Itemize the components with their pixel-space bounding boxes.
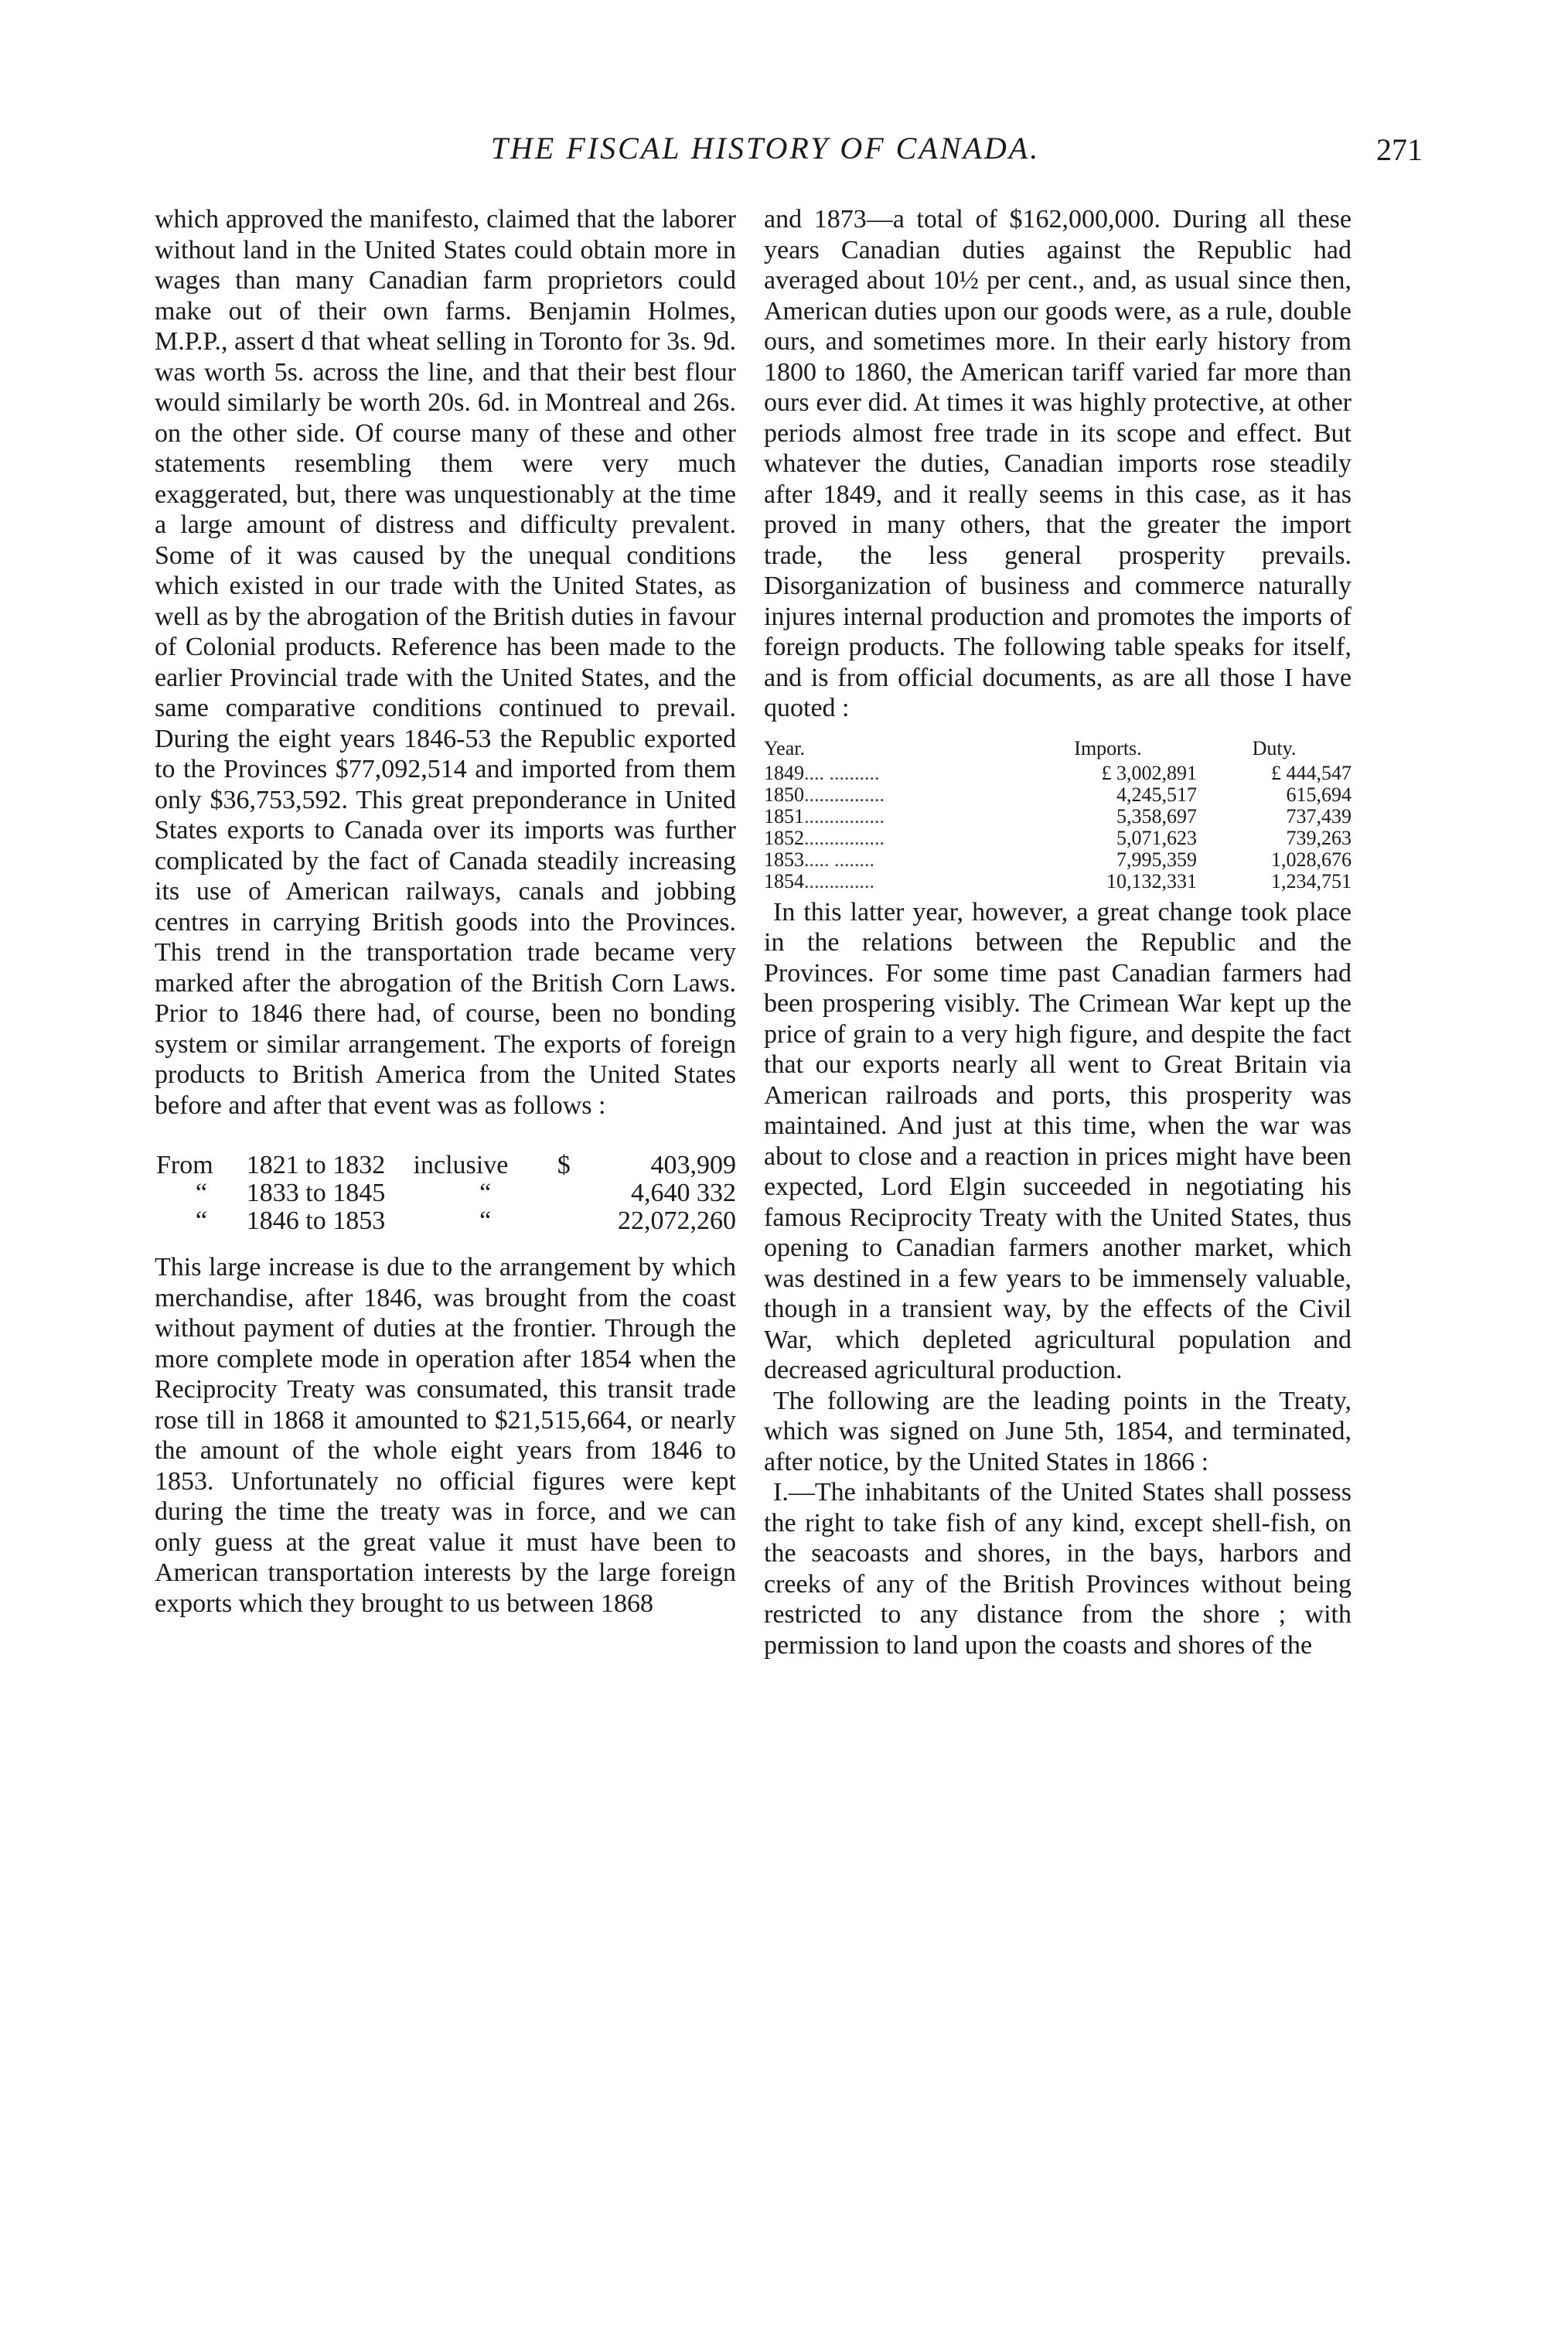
- imports-row: [764, 784, 1352, 806]
- imports-header-duty: Duty.: [1252, 736, 1297, 759]
- imports-year: 1851: [764, 804, 804, 828]
- imports-table: [764, 738, 1352, 892]
- exports-currency: $: [557, 1151, 571, 1179]
- imports-row: [764, 763, 1352, 784]
- duty-value: 615,694: [1286, 783, 1352, 806]
- page-number: 271: [1376, 132, 1423, 167]
- imports-year-cell: [764, 828, 1019, 849]
- imports-year-cell: [764, 806, 1019, 828]
- imports-year: 1850: [764, 783, 804, 806]
- right-column: [764, 204, 1352, 1660]
- exports-row: [156, 1179, 736, 1207]
- leader-dots: ................: [804, 826, 885, 849]
- right-paragraph-1: and 1873—a total of $162,000,000. During all these years Canadian duties against the Republic had averaged about 10½ per cent., and, as usual since then, American duties upon our goods were, as a rule, double ours, and sometimes more. In their early history from 1800 to 1860, the American tariff varied far more than ours ever did. At times it was highly protective, at other periods almost free trade in its scope and effect. But whatever the duties, Canadian imports rose steadily after 1849, and it really seems in this case, as it has proved in many others, that the greater the import trade, the less general prosperity prevails. Disorganization of business and commerce naturally injures internal production and promotes the imports of foreign products. The following table speaks for itself, and is from official documents, as are all those I have quoted :: [764, 205, 1352, 722]
- imports-year-cell: [764, 871, 1019, 892]
- imports-header-imports: Imports.: [1074, 736, 1142, 759]
- imports-year: 1853: [764, 848, 804, 871]
- leader-dots: ..............: [804, 869, 874, 892]
- duty-value: £ 444,547: [1271, 761, 1352, 784]
- imports-row: [764, 849, 1352, 871]
- exports-note: inclusive: [413, 1151, 509, 1179]
- exports-currency: [557, 1207, 618, 1235]
- exports-range: 1846 to 1853: [246, 1206, 386, 1235]
- exports-table: [156, 1152, 736, 1235]
- duty-value: 1,028,676: [1271, 848, 1352, 871]
- duty-value: 739,263: [1286, 826, 1352, 849]
- right-paragraph-2: In this latter year, however, a great change took place in the relations between the Republic and the Provinces. For some time past Canadian farmers had been prospering visibly. The Crimean War kept up the price of grain to a very high figure, and despite the fact that our exports nearly all went to Great Britain via American railroads and ports, this prosperity was maintained. And just at this time, when the war was about to close and a reaction in prices might have been expected, Lord Elgin succeeded in negotiating his famous Reciprocity Treaty with the United States, thus opening to Canadian farmers another market, which was destined in a few years to be immensely valuable, though in a transient way, by the effects of the Civil War, which depleted agricultural population and decreased agricultural production.: [764, 897, 1352, 1384]
- imports-year: 1854: [764, 869, 804, 892]
- exports-range: 1833 to 1845: [246, 1179, 386, 1207]
- imports-value: 5,358,697: [1116, 804, 1197, 828]
- leader-dots: .... ..........: [804, 761, 880, 784]
- left-paragraph-1: which approved the manifesto, claimed that the laborer without land in the United States could obtain more in wages than many Canadian farm proprietors could make out of their own farms. Benjamin Holmes, M.P.P., assert d that wheat selling in Toronto for 3s. 9d. was worth 5s. across the line, and that their best flour would similarly be worth 20s. 6d. in Montreal and 26s. on the other side. Of course many of these and other statements resembling them were very much exaggerated, but, there was unquestionably at the time a large amount of distress and difficulty prevalent. Some of it was caused by the unequal conditions which existed in our trade with the United States, as well as by the abrogation of the British duties in favour of Colonial products. Reference has been made to the earlier Provincial trade with the United States, and the same comparative conditions continued to prevail. During the eight years 1846-53 the Republic exported to the Provinces $77,092,514 and imported from them only $36,753,592. This great preponderance in United States exports to Canada over its imports was further complicated by the fact of Canada steadily increasing its use of American railways, canals and jobbing centres in carrying British goods into the Provinces. This trend in the transportation trade became very marked after the abrogation of the British Corn Laws. Prior to 1846 there had, of course, been no bonding system or similar arrangement. The exports of foreign products to British America from the United States before and after that event was as follows :: [155, 205, 736, 1120]
- imports-header-row: [764, 738, 1352, 763]
- left-paragraph-2: This large increase is due to the arrangement by which merchandise, after 1846, was brought from the coast without payment of duties at the frontier. Through the more complete mode in operation after 1854 when the Reciprocity Treaty was consumated, this transit trade rose till in 1868 it amounted to $21,515,664, or nearly the amount of the whole eight years from 1846 to 1853. Unfortunately no official figures were kept during the time the treaty was in force, and we can only guess at the great value it must have been to American transportation interests by the large foreign exports which they brought to us between 1868: [155, 1253, 736, 1618]
- exports-row: [156, 1152, 736, 1179]
- exports-currency: [557, 1179, 618, 1207]
- exports-prefix: From: [156, 1151, 213, 1179]
- imports-year: 1849: [764, 761, 804, 784]
- imports-year-cell: [764, 763, 1019, 784]
- right-paragraph-3: The following are the leading points in the Treaty, which was signed on June 5th, 1854, and terminated, after notice, by the United States in 1866 :: [764, 1386, 1352, 1476]
- exports-prefix: “: [195, 1179, 207, 1207]
- exports-note: “: [479, 1179, 492, 1207]
- imports-value: 5,071,623: [1116, 826, 1197, 849]
- imports-row: [764, 871, 1352, 892]
- imports-year-cell: [764, 849, 1019, 871]
- imports-row: [764, 828, 1352, 849]
- imports-header-year: Year.: [764, 736, 805, 759]
- duty-value: 1,234,751: [1271, 869, 1352, 892]
- exports-prefix: “: [195, 1206, 207, 1235]
- imports-year-cell: [764, 784, 1019, 806]
- exports-row: [156, 1207, 736, 1235]
- running-title: THE FISCAL HISTORY OF CANADA.: [490, 131, 1041, 166]
- exports-amount: 22,072,260: [618, 1206, 736, 1235]
- imports-row: [764, 806, 1352, 828]
- exports-range: 1821 to 1832: [246, 1151, 386, 1179]
- imports-value: 7,995,359: [1116, 848, 1197, 871]
- duty-value: 737,439: [1286, 804, 1352, 828]
- leader-dots: ................: [804, 804, 885, 828]
- imports-year: 1852: [764, 826, 804, 849]
- exports-amount: 403,909: [650, 1151, 736, 1179]
- left-column: [155, 204, 736, 1619]
- right-paragraph-4: I.—The inhabitants of the United States shall possess the right to take fish of any kind, except shell-fish, on the seacoasts and shores, in the bays, harbors and creeks of any of the British Provinces without being restricted to any distance from the shore ; with permission to land upon the coasts and shores of the: [764, 1478, 1352, 1660]
- imports-value: £ 3,002,891: [1101, 761, 1197, 784]
- imports-value: 4,245,517: [1116, 783, 1197, 806]
- leader-dots: ................: [804, 783, 885, 806]
- leader-dots: ..... ........: [804, 848, 874, 871]
- exports-amount: 4,640 332: [631, 1179, 736, 1207]
- imports-value: 10,132,331: [1106, 869, 1197, 892]
- exports-note: “: [479, 1206, 492, 1235]
